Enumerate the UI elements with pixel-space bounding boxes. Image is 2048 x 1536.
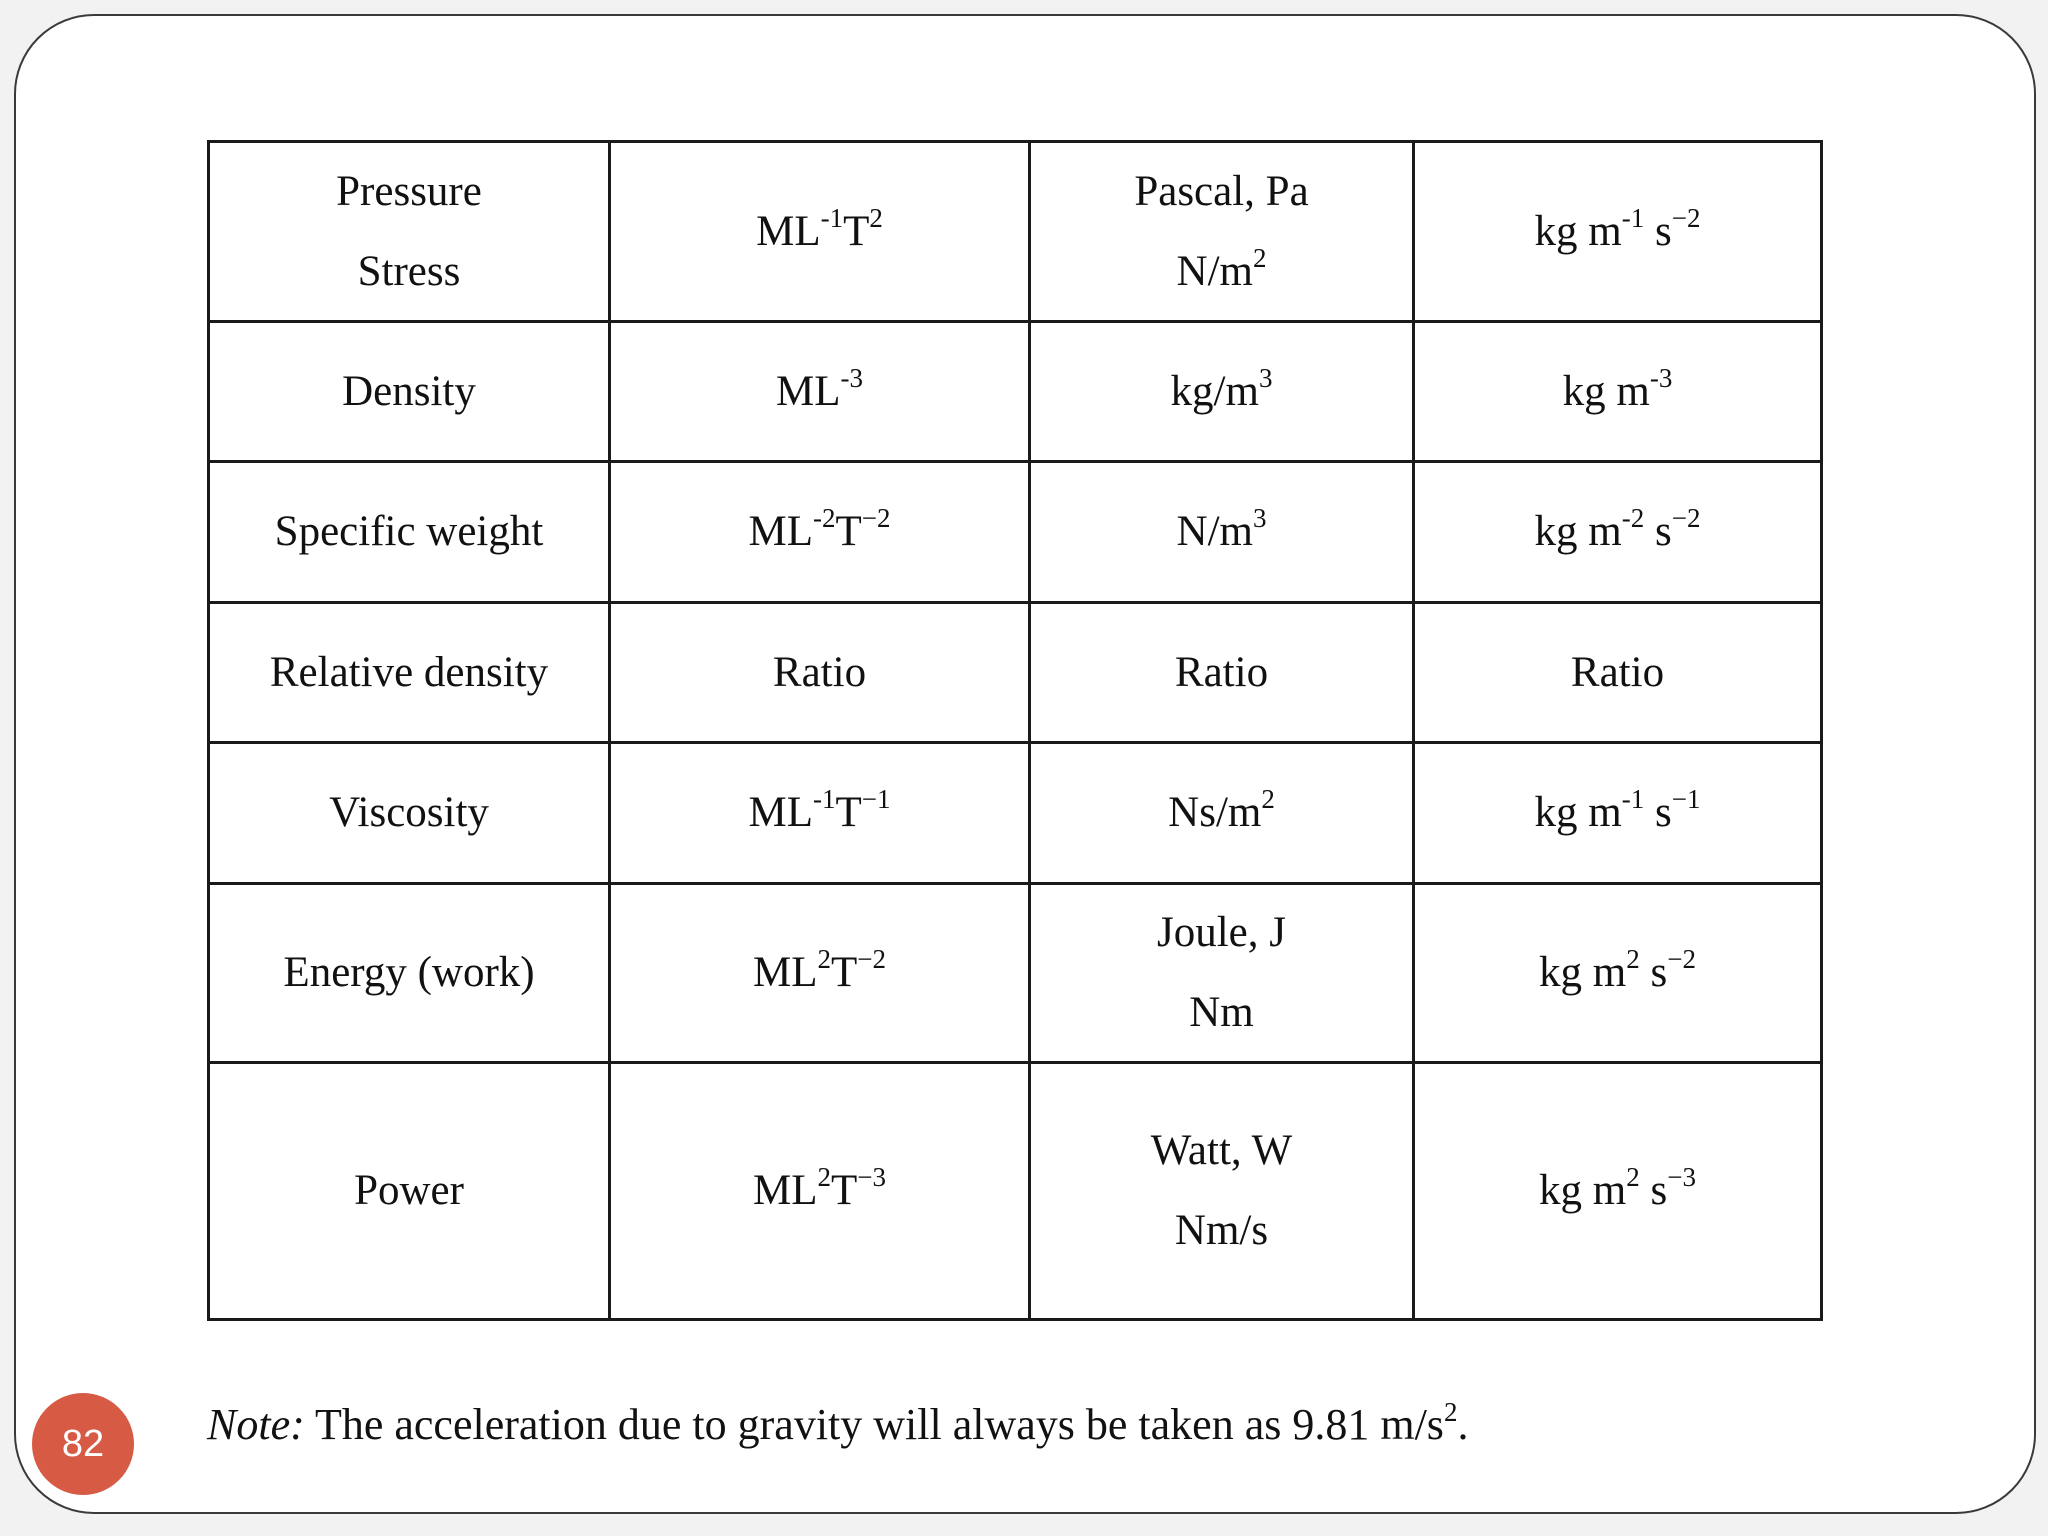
gravity-note xyxy=(207,1395,1468,1455)
si-unit-cell xyxy=(1414,1063,1822,1320)
quantity-text: Energy (work) xyxy=(283,949,535,996)
unit-cell xyxy=(1030,462,1414,603)
unit-text: $kg/m^3$ xyxy=(1170,362,1273,415)
dimension-cell xyxy=(610,322,1030,462)
dimension-base: Ratio xyxy=(772,648,867,696)
si-unit-exp: -3 xyxy=(1649,362,1673,393)
si-unit-cell xyxy=(1414,462,1822,603)
si-unit-text: kg m xyxy=(1534,789,1622,836)
si-unit-text: kg m xyxy=(1539,1167,1627,1214)
dimension-base: T xyxy=(843,207,870,255)
dimension-exp: −3 xyxy=(857,1162,886,1192)
quantity-text: Power xyxy=(354,1167,464,1214)
si-unit-exp: -2 xyxy=(1621,503,1645,533)
unit-text: $N/m^3$ xyxy=(1176,503,1267,555)
dimension-cell xyxy=(610,142,1030,322)
si-unit-text: s xyxy=(1639,949,1668,996)
table-row xyxy=(209,142,1822,322)
dimension-exp: -2 xyxy=(812,503,836,533)
unit-cell xyxy=(1030,1063,1414,1320)
note-period: . xyxy=(1457,1400,1469,1449)
quantity-cell xyxy=(209,462,610,603)
dimension-base: ML xyxy=(756,207,821,255)
table-row xyxy=(209,1063,1822,1320)
si-unit-text: s xyxy=(1639,1167,1668,1214)
quantity-text: Pressure xyxy=(336,167,482,215)
units-table xyxy=(207,140,1823,1321)
unit-cell xyxy=(1030,603,1414,743)
dimension-base: ML xyxy=(748,789,813,836)
si-unit-cell xyxy=(1414,603,1822,743)
dimension-base: T xyxy=(835,789,862,836)
dimension-exp: −2 xyxy=(861,503,891,533)
dimension-cell xyxy=(610,884,1030,1063)
quantity-cell xyxy=(209,142,610,322)
dimension-cell xyxy=(610,743,1030,884)
unit-text: Nm xyxy=(1189,989,1254,1036)
quantity-cell xyxy=(209,884,610,1063)
si-unit-text: kg m xyxy=(1534,207,1622,255)
unit-cell xyxy=(1030,743,1414,884)
unit-text: Watt, W xyxy=(1150,1127,1293,1174)
table-row xyxy=(209,743,1822,884)
unit-text: Ratio xyxy=(1174,648,1269,696)
quantity-cell xyxy=(209,743,610,884)
table-row xyxy=(209,462,1822,603)
dimension-exp: 2 xyxy=(817,944,831,974)
si-unit-exp: 2 xyxy=(1626,1162,1640,1192)
quantity-text: Relative density xyxy=(269,648,549,696)
si-unit-cell xyxy=(1414,322,1822,462)
unit-cell xyxy=(1030,142,1414,322)
dimension-base: ML xyxy=(776,367,841,415)
page-number: 82 xyxy=(61,1422,105,1465)
quantity-cell xyxy=(209,603,610,743)
dimension-base: T xyxy=(830,949,858,996)
si-unit-exp: −2 xyxy=(1667,944,1696,974)
si-unit-text: kg m xyxy=(1534,508,1622,555)
si-unit-cell xyxy=(1414,142,1822,322)
si-unit-exp: -1 xyxy=(1621,202,1645,233)
table-row xyxy=(209,884,1822,1063)
si-unit-text: s xyxy=(1644,508,1672,555)
unit-cell xyxy=(1030,884,1414,1063)
dimension-base: T xyxy=(830,1167,858,1214)
unit-text: $Ns/m^2$ xyxy=(1168,784,1275,836)
si-unit-text: s xyxy=(1644,207,1672,255)
dimension-base: ML xyxy=(752,1167,818,1214)
dimension-cell xyxy=(610,603,1030,743)
dimension-base: ML xyxy=(748,508,813,555)
si-unit-exp: 2 xyxy=(1626,944,1640,974)
dimension-exp: −2 xyxy=(857,944,886,974)
dimension-exp: -3 xyxy=(840,362,863,393)
si-unit-cell xyxy=(1414,884,1822,1063)
quantity-cell xyxy=(209,1063,610,1320)
quantity-text: Viscosity xyxy=(329,789,489,836)
si-unit-exp: −3 xyxy=(1667,1162,1696,1192)
si-unit-cell xyxy=(1414,743,1822,884)
si-unit-text: kg m xyxy=(1562,367,1650,415)
quantity-text: Stress xyxy=(357,247,461,295)
dimension-exp: 2 xyxy=(817,1162,831,1192)
unit-text: $N/m^2$ xyxy=(1176,242,1267,295)
si-unit-exp: -1 xyxy=(1621,784,1645,814)
quantity-text: Density xyxy=(342,367,476,415)
si-unit-text: Ratio xyxy=(1570,648,1665,696)
dimension-exp: 2 xyxy=(869,202,883,233)
dimension-base: ML xyxy=(752,949,818,996)
unit-text: Joule, J xyxy=(1157,909,1286,956)
quantity-text: Specific weight xyxy=(274,508,544,555)
note-exponent: 2 xyxy=(1443,1397,1458,1427)
si-unit-exp: −1 xyxy=(1671,784,1701,814)
note-text: The acceleration due to gravity will always be taken as 9.81 m/s xyxy=(304,1400,1444,1449)
unit-text: Nm/s xyxy=(1174,1207,1269,1254)
dimension-exp: −1 xyxy=(861,784,891,814)
dimension-exp: -1 xyxy=(820,202,844,233)
note-label: Note: xyxy=(207,1400,305,1449)
si-unit-exp: −2 xyxy=(1671,503,1701,533)
si-unit-exp: −2 xyxy=(1671,202,1701,233)
unit-cell xyxy=(1030,322,1414,462)
quantity-cell xyxy=(209,322,610,462)
dimension-base: T xyxy=(835,508,862,555)
dimension-exp: -1 xyxy=(812,784,836,814)
si-unit-text: kg m xyxy=(1539,949,1627,996)
dimension-cell xyxy=(610,1063,1030,1320)
si-unit-text: s xyxy=(1644,789,1672,836)
dimension-cell xyxy=(610,462,1030,603)
table-row xyxy=(209,322,1822,462)
table-row xyxy=(209,603,1822,743)
page-number-badge xyxy=(32,1393,134,1495)
unit-text: Pascal, Pa xyxy=(1134,167,1309,215)
